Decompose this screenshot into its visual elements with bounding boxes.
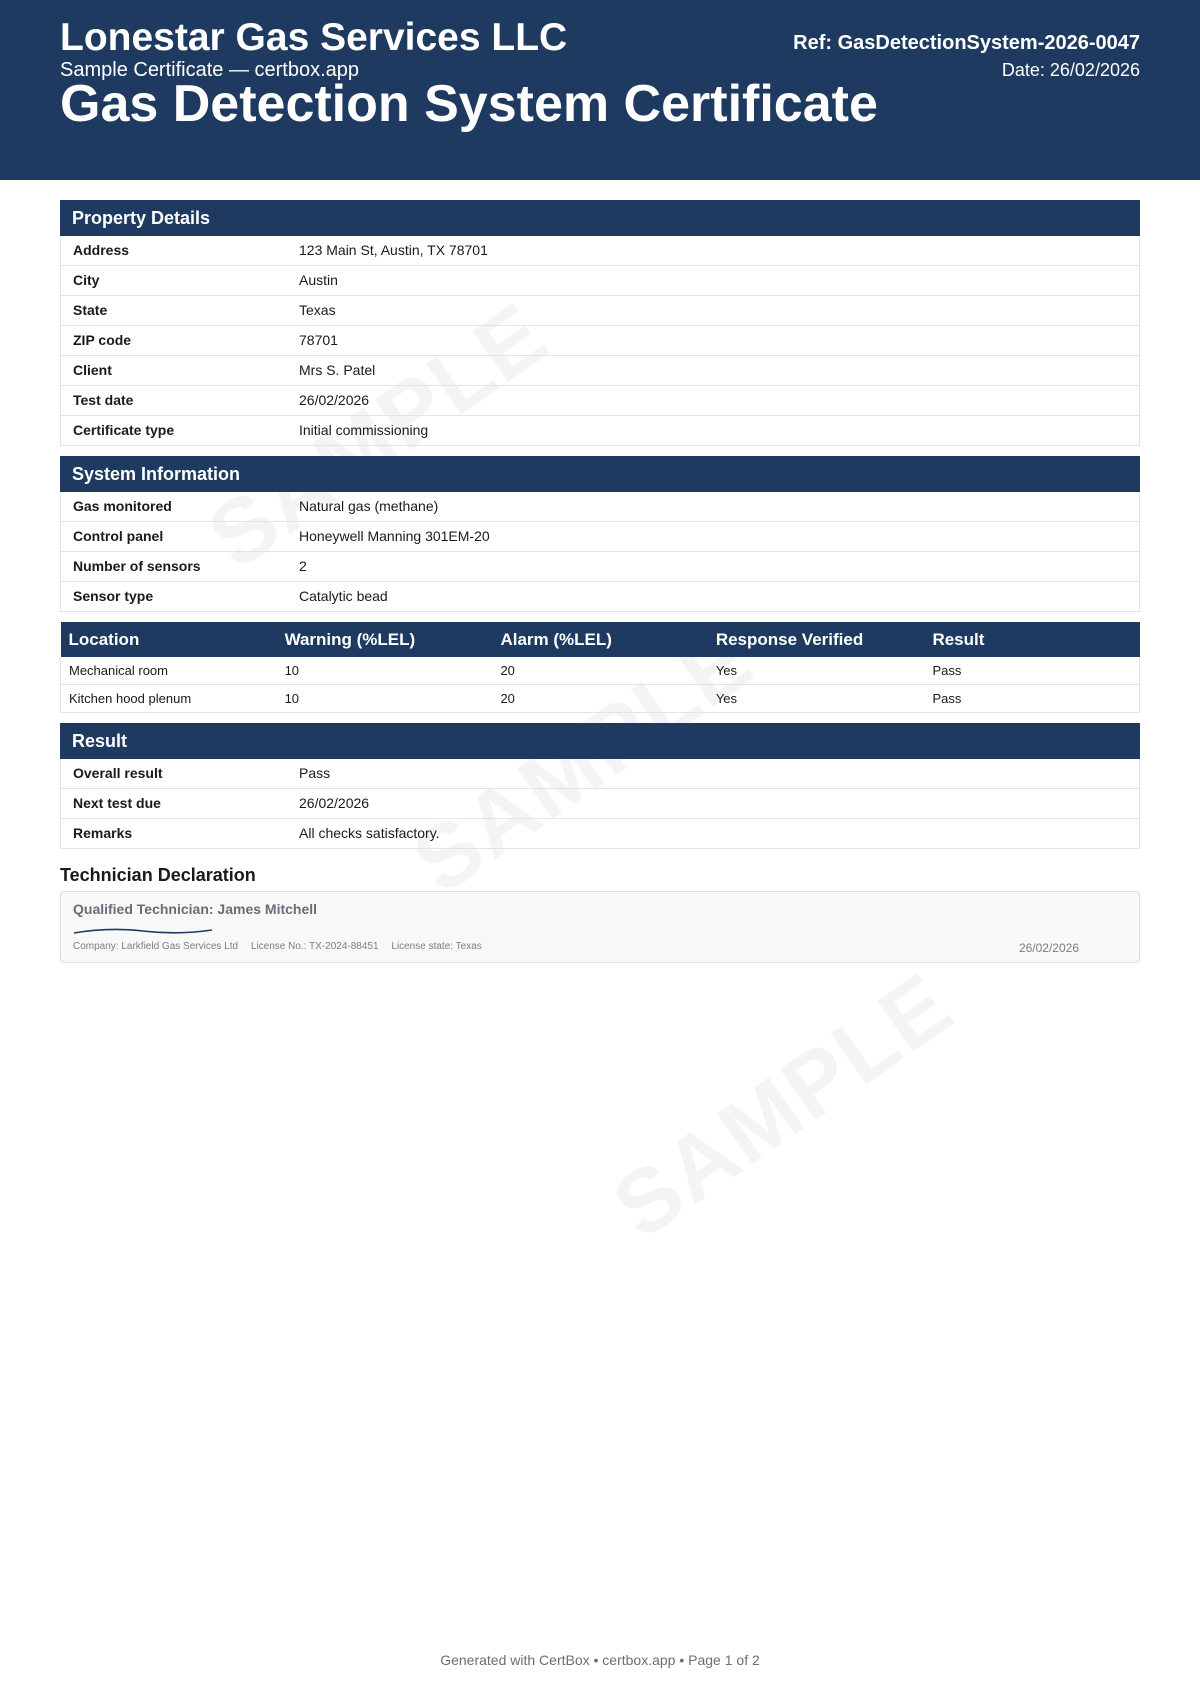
- table-row: [60, 492, 1140, 522]
- field-label: Certificate type: [73, 422, 175, 438]
- field-label: Test date: [73, 392, 134, 408]
- table-cell: 10: [277, 657, 493, 685]
- column-header: Location: [61, 622, 277, 657]
- field-value: Austin: [299, 272, 338, 288]
- certificate-date: Date: 26/02/2026: [1001, 60, 1140, 80]
- field-value: Initial commissioning: [299, 422, 429, 438]
- field-value: Pass: [299, 765, 331, 781]
- field-value: 26/02/2026: [299, 795, 370, 811]
- field-label: Address: [73, 242, 130, 258]
- license-state: License state: Texas: [391, 941, 482, 952]
- table-cell: Kitchen hood plenum: [61, 685, 277, 713]
- table-row: [61, 657, 1140, 685]
- table-cell: 10: [277, 685, 493, 713]
- section-title: Property Details: [60, 200, 1140, 236]
- certificate-body: [60, 200, 1140, 963]
- field-label: Number of sensors: [73, 558, 201, 574]
- field-value: Natural gas (methane): [299, 498, 439, 514]
- property-details-section: [60, 200, 1140, 446]
- company-name: Lonestar Gas Services LLC: [60, 16, 568, 59]
- field-label: Control panel: [73, 528, 164, 544]
- table-row: [60, 522, 1140, 552]
- table-row: [60, 582, 1140, 612]
- table-cell: 20: [492, 685, 707, 713]
- field-label: Remarks: [73, 825, 133, 841]
- field-label: Client: [73, 362, 112, 378]
- table-row: [60, 296, 1140, 326]
- table-cell: Pass: [924, 685, 1139, 713]
- field-value: 26/02/2026: [299, 392, 370, 408]
- table-row: [60, 552, 1140, 582]
- section-title: System Information: [60, 456, 1140, 492]
- technician-company: Company: Larkfield Gas Services Ltd: [73, 941, 239, 952]
- page-footer: Generated with CertBox • certbox.app • Page 1 of 2: [440, 1652, 760, 1668]
- table-row: [60, 356, 1140, 386]
- table-row: [60, 236, 1140, 266]
- reference-number: Ref: GasDetectionSystem-2026-0047: [793, 32, 1140, 54]
- watermark-sample-3: [595, 953, 971, 1259]
- field-label: City: [73, 272, 100, 288]
- field-value: Mrs S. Patel: [299, 362, 376, 378]
- table-row: [60, 326, 1140, 356]
- signature-icon: [73, 927, 213, 937]
- field-label: Next test due: [73, 795, 161, 811]
- field-label: Overall result: [73, 765, 163, 781]
- sensor-table: [60, 622, 1140, 713]
- table-cell: Yes: [708, 657, 925, 685]
- field-label: Sensor type: [73, 588, 154, 604]
- table-row: [60, 266, 1140, 296]
- section-title: Result: [60, 723, 1140, 759]
- field-value: 78701: [299, 332, 338, 348]
- field-value: Honeywell Manning 301EM-20: [299, 528, 490, 544]
- declaration-date: 26/02/2026: [1018, 941, 1079, 955]
- table-row: [60, 416, 1140, 446]
- system-information-section: [60, 456, 1140, 612]
- technician-name: Qualified Technician: James Mitchell: [73, 901, 318, 917]
- table-row: [60, 386, 1140, 416]
- table-cell: Pass: [924, 657, 1139, 685]
- certificate-title: Gas Detection System Certificate: [60, 75, 878, 133]
- column-header: Warning (%LEL): [277, 622, 493, 657]
- table-row: [60, 789, 1140, 819]
- field-label: ZIP code: [73, 332, 132, 348]
- technician-declaration: [60, 891, 1140, 963]
- field-value: All checks satisfactory.: [299, 825, 440, 841]
- technician-meta: [73, 941, 492, 952]
- table-cell: 20: [492, 657, 707, 685]
- field-value: 2: [299, 558, 307, 574]
- field-label: Gas monitored: [73, 498, 172, 514]
- table-row: [60, 759, 1140, 789]
- column-header: Response Verified: [708, 622, 925, 657]
- table-cell: Mechanical room: [61, 657, 277, 685]
- field-value: Catalytic bead: [299, 588, 388, 604]
- field-value: 123 Main St, Austin, TX 78701: [299, 242, 488, 258]
- field-label: State: [73, 302, 108, 318]
- table-row: [60, 819, 1140, 849]
- certificate-header: [0, 0, 1200, 180]
- column-header: Result: [924, 622, 1139, 657]
- table-header-row: [61, 622, 1140, 657]
- table-cell: Yes: [708, 685, 925, 713]
- column-header: Alarm (%LEL): [492, 622, 707, 657]
- license-number: License No.: TX-2024-88451: [250, 941, 379, 952]
- field-value: Texas: [299, 302, 336, 318]
- certificate-subtitle: Sample Certificate — certbox.app: [60, 59, 360, 81]
- table-row: [61, 685, 1140, 713]
- result-section: [60, 723, 1140, 849]
- declaration-heading: Technician Declaration: [60, 865, 256, 885]
